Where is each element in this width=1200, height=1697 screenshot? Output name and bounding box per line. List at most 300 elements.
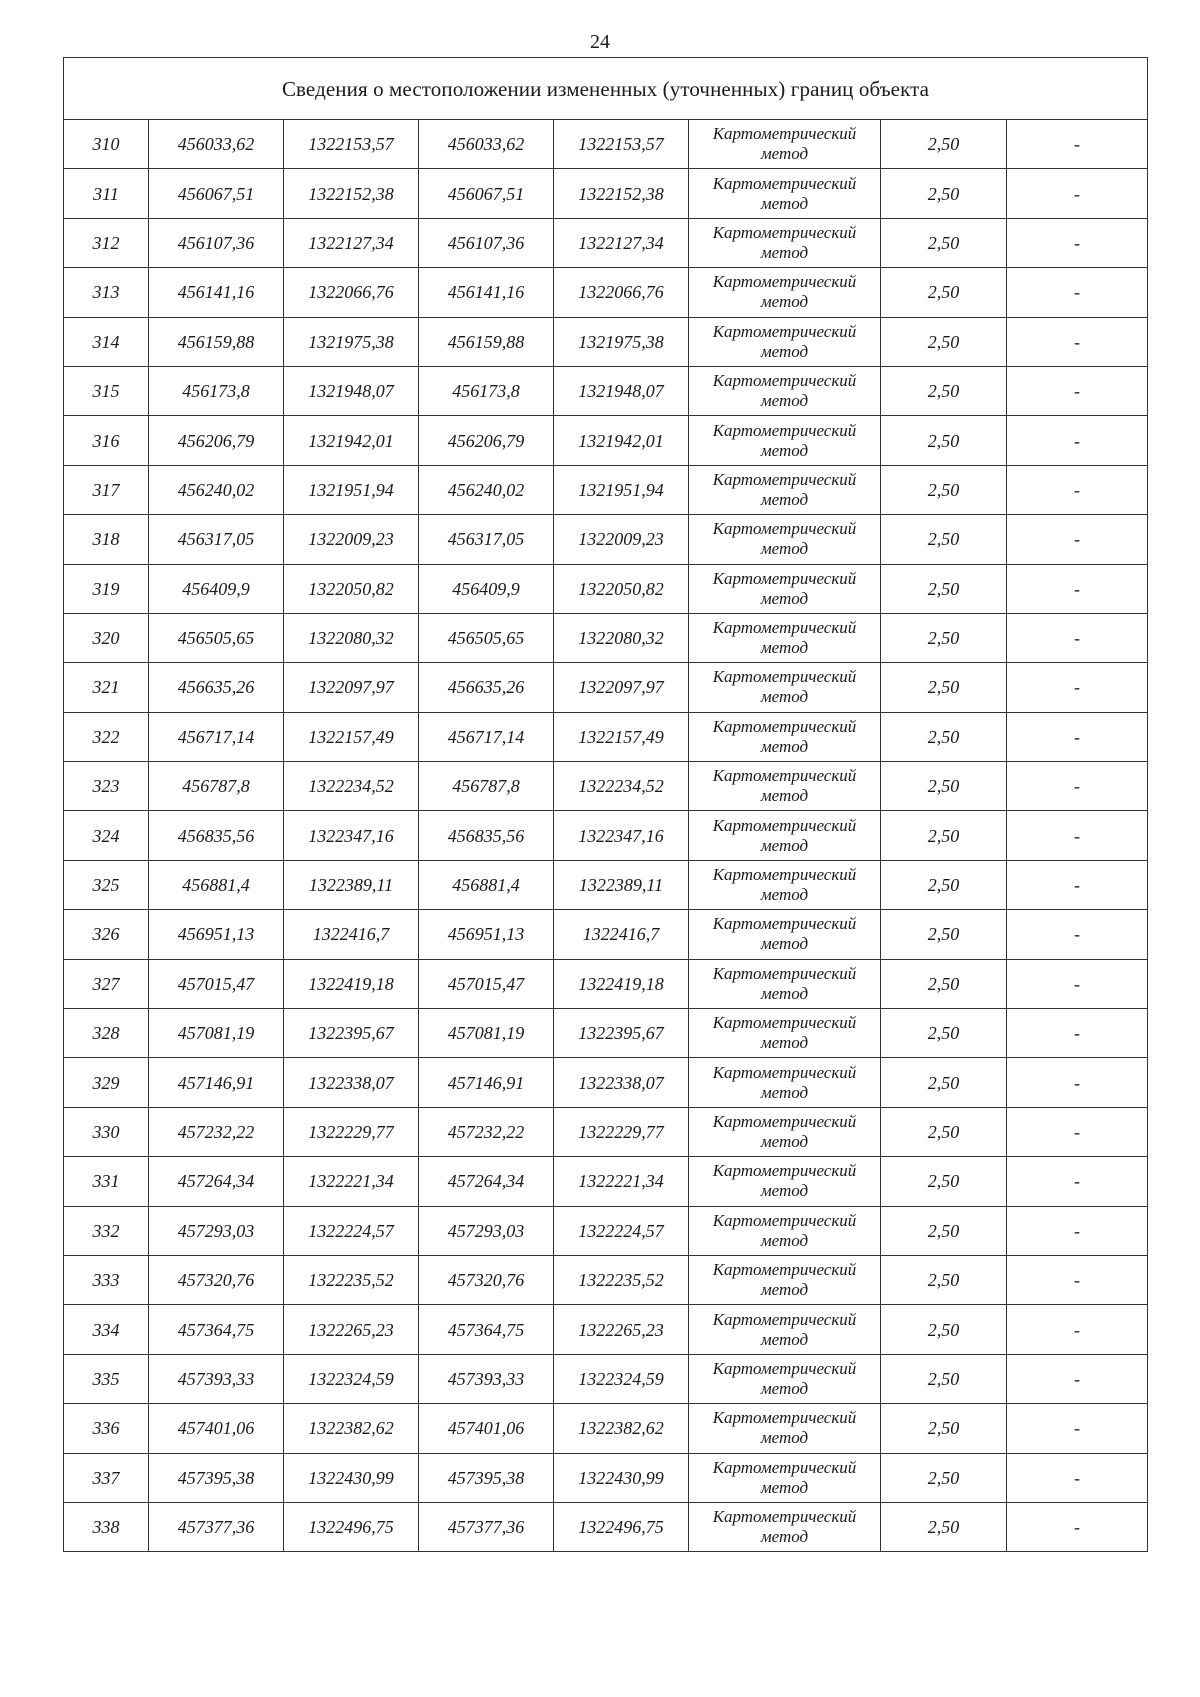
- existing-y-cell: 1322152,38: [284, 169, 419, 218]
- refined-y-cell: 1321948,07: [554, 366, 689, 415]
- method-line-1: Картометрический: [712, 1309, 857, 1329]
- existing-y-cell: 1322224,57: [284, 1206, 419, 1255]
- point-number-cell: 332: [64, 1206, 149, 1255]
- note-cell: -: [1007, 366, 1148, 415]
- method-line-1: Картометрический: [712, 173, 857, 193]
- method-line-2: метод: [760, 1428, 809, 1448]
- point-number-cell: 329: [64, 1058, 149, 1107]
- refined-y-cell: 1322009,23: [554, 515, 689, 564]
- table-row: [64, 712, 1148, 761]
- method-line-2: метод: [760, 1477, 809, 1497]
- refined-y-cell: 1322389,11: [554, 860, 689, 909]
- refined-y-cell: 1321951,94: [554, 465, 689, 514]
- method-cell: [689, 1453, 881, 1502]
- note-cell: -: [1007, 169, 1148, 218]
- refined-x-cell: 457264,34: [419, 1157, 554, 1206]
- method-cell: [689, 317, 881, 366]
- method-cell: [689, 762, 881, 811]
- accuracy-cell: 2,50: [881, 169, 1007, 218]
- accuracy-cell: 2,50: [881, 811, 1007, 860]
- table-title-row: [64, 58, 1148, 120]
- refined-x-cell: 456107,36: [419, 218, 554, 267]
- refined-x-cell: 457395,38: [419, 1453, 554, 1502]
- existing-y-cell: 1321975,38: [284, 317, 419, 366]
- existing-y-cell: 1322097,97: [284, 663, 419, 712]
- accuracy-cell: 2,50: [881, 663, 1007, 712]
- existing-x-cell: 456951,13: [149, 910, 284, 959]
- method-line-1: Картометрический: [712, 568, 857, 588]
- note-cell: -: [1007, 712, 1148, 761]
- method-line-2: метод: [760, 638, 809, 658]
- refined-y-cell: 1322066,76: [554, 268, 689, 317]
- existing-x-cell: 457264,34: [149, 1157, 284, 1206]
- refined-x-cell: 456141,16: [419, 268, 554, 317]
- method-cell: [689, 860, 881, 909]
- method-line-1: Картометрический: [712, 1161, 857, 1181]
- accuracy-cell: 2,50: [881, 317, 1007, 366]
- note-cell: -: [1007, 1058, 1148, 1107]
- refined-x-cell: 457393,33: [419, 1354, 554, 1403]
- method-line-2: метод: [760, 736, 809, 756]
- point-number-cell: 330: [64, 1107, 149, 1156]
- note-cell: -: [1007, 762, 1148, 811]
- method-line-1: Картометрический: [712, 865, 857, 885]
- table-row: [64, 663, 1148, 712]
- refined-x-cell: 457320,76: [419, 1255, 554, 1304]
- note-cell: -: [1007, 268, 1148, 317]
- note-cell: -: [1007, 317, 1148, 366]
- table-row: [64, 1009, 1148, 1058]
- existing-y-cell: 1322066,76: [284, 268, 419, 317]
- table-row: [64, 1354, 1148, 1403]
- point-number-cell: 317: [64, 465, 149, 514]
- accuracy-cell: 2,50: [881, 120, 1007, 169]
- method-line-2: метод: [760, 341, 809, 361]
- method-cell: [689, 218, 881, 267]
- refined-y-cell: 1322430,99: [554, 1453, 689, 1502]
- refined-x-cell: 457015,47: [419, 959, 554, 1008]
- existing-y-cell: 1321951,94: [284, 465, 419, 514]
- table-row: [64, 959, 1148, 1008]
- refined-y-cell: 1322097,97: [554, 663, 689, 712]
- table-row: [64, 811, 1148, 860]
- method-cell: [689, 1354, 881, 1403]
- accuracy-cell: 2,50: [881, 613, 1007, 662]
- method-cell: [689, 1058, 881, 1107]
- note-cell: -: [1007, 1404, 1148, 1453]
- method-line-2: метод: [760, 1378, 809, 1398]
- refined-y-cell: 1322221,34: [554, 1157, 689, 1206]
- refined-x-cell: 456881,4: [419, 860, 554, 909]
- point-number-cell: 318: [64, 515, 149, 564]
- method-line-1: Картометрический: [712, 1408, 857, 1428]
- point-number-cell: 312: [64, 218, 149, 267]
- method-line-1: Картометрический: [712, 716, 857, 736]
- method-cell: [689, 1107, 881, 1156]
- point-number-cell: 311: [64, 169, 149, 218]
- refined-x-cell: 456033,62: [419, 120, 554, 169]
- existing-x-cell: 457146,91: [149, 1058, 284, 1107]
- existing-x-cell: 457015,47: [149, 959, 284, 1008]
- method-cell: [689, 268, 881, 317]
- method-line-1: Картометрический: [712, 222, 857, 242]
- method-cell: [689, 416, 881, 465]
- refined-y-cell: 1322127,34: [554, 218, 689, 267]
- note-cell: -: [1007, 1206, 1148, 1255]
- point-number-cell: 323: [64, 762, 149, 811]
- method-line-2: метод: [760, 885, 809, 905]
- method-cell: [689, 465, 881, 514]
- method-line-1: Картометрический: [712, 1112, 857, 1131]
- method-line-2: метод: [760, 1329, 809, 1349]
- method-line-2: метод: [760, 440, 809, 460]
- method-line-2: метод: [760, 1033, 809, 1053]
- existing-y-cell: 1322221,34: [284, 1157, 419, 1206]
- method-line-1: Картометрический: [712, 766, 857, 786]
- existing-y-cell: 1321948,07: [284, 366, 419, 415]
- method-line-1: Картометрический: [712, 914, 857, 934]
- refined-y-cell: 1322157,49: [554, 712, 689, 761]
- existing-y-cell: 1322416,7: [284, 910, 419, 959]
- accuracy-cell: 2,50: [881, 564, 1007, 613]
- table-row: [64, 465, 1148, 514]
- point-number-cell: 314: [64, 317, 149, 366]
- page-number: 24: [590, 31, 610, 53]
- method-line-2: метод: [760, 1082, 809, 1102]
- point-number-cell: 315: [64, 366, 149, 415]
- note-cell: -: [1007, 1009, 1148, 1058]
- method-line-1: Картометрический: [712, 272, 857, 292]
- method-line-2: метод: [760, 489, 809, 509]
- existing-x-cell: 456635,26: [149, 663, 284, 712]
- existing-y-cell: 1322229,77: [284, 1107, 419, 1156]
- existing-x-cell: 456067,51: [149, 169, 284, 218]
- table-row: [64, 1206, 1148, 1255]
- note-cell: -: [1007, 910, 1148, 959]
- refined-y-cell: 1321975,38: [554, 317, 689, 366]
- point-number-cell: 320: [64, 613, 149, 662]
- refined-x-cell: 456787,8: [419, 762, 554, 811]
- method-line-2: метод: [760, 1280, 809, 1300]
- table-row: [64, 1255, 1148, 1304]
- method-line-1: Картометрический: [712, 469, 857, 489]
- refined-x-cell: 456240,02: [419, 465, 554, 514]
- accuracy-cell: 2,50: [881, 1453, 1007, 1502]
- refined-x-cell: 457146,91: [419, 1058, 554, 1107]
- method-line-1: Картометрический: [712, 1062, 857, 1082]
- table-row: [64, 366, 1148, 415]
- existing-y-cell: 1322127,34: [284, 218, 419, 267]
- refined-x-cell: 456635,26: [419, 663, 554, 712]
- note-cell: -: [1007, 1453, 1148, 1502]
- refined-x-cell: 456159,88: [419, 317, 554, 366]
- note-cell: -: [1007, 1354, 1148, 1403]
- existing-x-cell: 456787,8: [149, 762, 284, 811]
- refined-y-cell: 1322153,57: [554, 120, 689, 169]
- existing-x-cell: 456505,65: [149, 613, 284, 662]
- method-line-1: Картометрический: [712, 519, 857, 539]
- method-cell: [689, 169, 881, 218]
- method-line-1: Картометрический: [712, 618, 857, 638]
- refined-x-cell: 457081,19: [419, 1009, 554, 1058]
- point-number-cell: 338: [64, 1502, 149, 1551]
- existing-x-cell: 456141,16: [149, 268, 284, 317]
- method-line-1: Картометрический: [712, 667, 857, 687]
- table-row: [64, 218, 1148, 267]
- method-line-2: метод: [760, 391, 809, 411]
- existing-x-cell: 457232,22: [149, 1107, 284, 1156]
- method-cell: [689, 613, 881, 662]
- method-line-2: метод: [760, 687, 809, 707]
- existing-x-cell: 457320,76: [149, 1255, 284, 1304]
- method-cell: [689, 1404, 881, 1453]
- existing-x-cell: 456881,4: [149, 860, 284, 909]
- existing-x-cell: 457293,03: [149, 1206, 284, 1255]
- point-number-cell: 333: [64, 1255, 149, 1304]
- refined-x-cell: 457377,36: [419, 1502, 554, 1551]
- method-line-2: метод: [760, 786, 809, 806]
- note-cell: -: [1007, 416, 1148, 465]
- method-cell: [689, 120, 881, 169]
- method-cell: [689, 1305, 881, 1354]
- note-cell: -: [1007, 860, 1148, 909]
- method-line-2: метод: [760, 539, 809, 559]
- method-line-1: Картометрический: [712, 963, 857, 983]
- refined-y-cell: 1322496,75: [554, 1502, 689, 1551]
- method-cell: [689, 1009, 881, 1058]
- accuracy-cell: 2,50: [881, 1058, 1007, 1107]
- existing-y-cell: 1321942,01: [284, 416, 419, 465]
- note-cell: -: [1007, 1157, 1148, 1206]
- accuracy-cell: 2,50: [881, 1502, 1007, 1551]
- method-line-2: метод: [760, 193, 809, 213]
- note-cell: -: [1007, 1305, 1148, 1354]
- method-line-1: Картометрический: [712, 420, 857, 440]
- accuracy-cell: 2,50: [881, 416, 1007, 465]
- boundary-coordinates-table: [63, 57, 1148, 1552]
- note-cell: -: [1007, 218, 1148, 267]
- table-row: [64, 169, 1148, 218]
- refined-x-cell: 456409,9: [419, 564, 554, 613]
- table-row: [64, 1404, 1148, 1453]
- note-cell: -: [1007, 1107, 1148, 1156]
- existing-x-cell: 456717,14: [149, 712, 284, 761]
- refined-y-cell: 1322395,67: [554, 1009, 689, 1058]
- existing-y-cell: 1322157,49: [284, 712, 419, 761]
- method-cell: [689, 515, 881, 564]
- method-cell: [689, 1502, 881, 1551]
- existing-y-cell: 1322234,52: [284, 762, 419, 811]
- method-line-2: метод: [760, 242, 809, 262]
- point-number-cell: 336: [64, 1404, 149, 1453]
- existing-x-cell: 456835,56: [149, 811, 284, 860]
- refined-x-cell: 456067,51: [419, 169, 554, 218]
- method-line-1: Картометрический: [712, 1507, 857, 1527]
- existing-x-cell: 457081,19: [149, 1009, 284, 1058]
- point-number-cell: 326: [64, 910, 149, 959]
- table-row: [64, 1107, 1148, 1156]
- point-number-cell: 310: [64, 120, 149, 169]
- method-cell: [689, 1206, 881, 1255]
- refined-y-cell: 1322050,82: [554, 564, 689, 613]
- method-cell: [689, 1255, 881, 1304]
- existing-x-cell: 457401,06: [149, 1404, 284, 1453]
- existing-x-cell: 456317,05: [149, 515, 284, 564]
- method-line-1: Картометрический: [712, 1457, 857, 1477]
- point-number-cell: 319: [64, 564, 149, 613]
- accuracy-cell: 2,50: [881, 268, 1007, 317]
- existing-x-cell: 456173,8: [149, 366, 284, 415]
- method-cell: [689, 959, 881, 1008]
- refined-x-cell: 456505,65: [419, 613, 554, 662]
- point-number-cell: 322: [64, 712, 149, 761]
- accuracy-cell: 2,50: [881, 860, 1007, 909]
- point-number-cell: 335: [64, 1354, 149, 1403]
- accuracy-cell: 2,50: [881, 515, 1007, 564]
- existing-y-cell: 1322235,52: [284, 1255, 419, 1304]
- method-line-2: метод: [760, 144, 809, 164]
- existing-y-cell: 1322389,11: [284, 860, 419, 909]
- table-row: [64, 910, 1148, 959]
- existing-y-cell: 1322496,75: [284, 1502, 419, 1551]
- accuracy-cell: 2,50: [881, 1206, 1007, 1255]
- refined-y-cell: 1322382,62: [554, 1404, 689, 1453]
- refined-y-cell: 1322338,07: [554, 1058, 689, 1107]
- existing-y-cell: 1322080,32: [284, 613, 419, 662]
- accuracy-cell: 2,50: [881, 1305, 1007, 1354]
- method-line-2: метод: [760, 292, 809, 312]
- point-number-cell: 316: [64, 416, 149, 465]
- existing-x-cell: 456159,88: [149, 317, 284, 366]
- refined-x-cell: 456951,13: [419, 910, 554, 959]
- note-cell: -: [1007, 663, 1148, 712]
- point-number-cell: 328: [64, 1009, 149, 1058]
- refined-y-cell: 1322324,59: [554, 1354, 689, 1403]
- existing-y-cell: 1322324,59: [284, 1354, 419, 1403]
- method-line-2: метод: [760, 1230, 809, 1250]
- method-cell: [689, 564, 881, 613]
- table-row: [64, 1058, 1148, 1107]
- refined-x-cell: 456317,05: [419, 515, 554, 564]
- table-row: [64, 268, 1148, 317]
- accuracy-cell: 2,50: [881, 959, 1007, 1008]
- method-line-2: метод: [760, 588, 809, 608]
- refined-y-cell: 1322347,16: [554, 811, 689, 860]
- existing-x-cell: 457395,38: [149, 1453, 284, 1502]
- existing-y-cell: 1322338,07: [284, 1058, 419, 1107]
- point-number-cell: 313: [64, 268, 149, 317]
- refined-x-cell: 457232,22: [419, 1107, 554, 1156]
- refined-x-cell: 456717,14: [419, 712, 554, 761]
- table-title: Сведения о местоположении измененных (уточненных) границ объекта: [64, 58, 1148, 120]
- existing-x-cell: 457364,75: [149, 1305, 284, 1354]
- accuracy-cell: 2,50: [881, 1354, 1007, 1403]
- note-cell: -: [1007, 959, 1148, 1008]
- note-cell: -: [1007, 465, 1148, 514]
- table-row: [64, 515, 1148, 564]
- note-cell: -: [1007, 1502, 1148, 1551]
- existing-x-cell: 456409,9: [149, 564, 284, 613]
- accuracy-cell: 2,50: [881, 910, 1007, 959]
- existing-x-cell: 457393,33: [149, 1354, 284, 1403]
- refined-x-cell: 456206,79: [419, 416, 554, 465]
- point-number-cell: 324: [64, 811, 149, 860]
- note-cell: -: [1007, 515, 1148, 564]
- point-number-cell: 331: [64, 1157, 149, 1206]
- existing-y-cell: 1322395,67: [284, 1009, 419, 1058]
- point-number-cell: 321: [64, 663, 149, 712]
- refined-x-cell: 457293,03: [419, 1206, 554, 1255]
- accuracy-cell: 2,50: [881, 366, 1007, 415]
- existing-x-cell: 456206,79: [149, 416, 284, 465]
- accuracy-cell: 2,50: [881, 712, 1007, 761]
- accuracy-cell: 2,50: [881, 465, 1007, 514]
- method-cell: [689, 811, 881, 860]
- accuracy-cell: 2,50: [881, 1255, 1007, 1304]
- existing-y-cell: 1322347,16: [284, 811, 419, 860]
- refined-y-cell: 1322224,57: [554, 1206, 689, 1255]
- refined-x-cell: 457364,75: [419, 1305, 554, 1354]
- method-line-2: метод: [760, 1132, 809, 1151]
- method-line-2: метод: [760, 934, 809, 954]
- method-cell: [689, 1157, 881, 1206]
- refined-y-cell: 1322235,52: [554, 1255, 689, 1304]
- note-cell: -: [1007, 120, 1148, 169]
- table-row: [64, 564, 1148, 613]
- table-row: [64, 1305, 1148, 1354]
- method-line-1: Картометрический: [712, 1013, 857, 1033]
- refined-x-cell: 457401,06: [419, 1404, 554, 1453]
- existing-y-cell: 1322265,23: [284, 1305, 419, 1354]
- method-cell: [689, 663, 881, 712]
- point-number-cell: 334: [64, 1305, 149, 1354]
- refined-y-cell: 1322229,77: [554, 1107, 689, 1156]
- method-cell: [689, 910, 881, 959]
- point-number-cell: 327: [64, 959, 149, 1008]
- method-line-1: Картометрический: [712, 1260, 857, 1280]
- existing-y-cell: 1322430,99: [284, 1453, 419, 1502]
- existing-y-cell: 1322009,23: [284, 515, 419, 564]
- existing-x-cell: 456240,02: [149, 465, 284, 514]
- table-row: [64, 1157, 1148, 1206]
- table-row: [64, 762, 1148, 811]
- accuracy-cell: 2,50: [881, 1107, 1007, 1156]
- refined-y-cell: 1322080,32: [554, 613, 689, 662]
- method-line-2: метод: [760, 1181, 809, 1201]
- method-cell: [689, 366, 881, 415]
- note-cell: -: [1007, 564, 1148, 613]
- note-cell: -: [1007, 613, 1148, 662]
- refined-y-cell: 1322419,18: [554, 959, 689, 1008]
- table-row: [64, 1453, 1148, 1502]
- refined-y-cell: 1322265,23: [554, 1305, 689, 1354]
- method-line-1: Картометрический: [712, 371, 857, 391]
- method-line-1: Картометрический: [712, 321, 857, 341]
- existing-x-cell: 456033,62: [149, 120, 284, 169]
- method-line-2: метод: [760, 983, 809, 1003]
- point-number-cell: 325: [64, 860, 149, 909]
- method-line-1: Картометрический: [712, 1210, 857, 1230]
- note-cell: -: [1007, 811, 1148, 860]
- method-line-2: метод: [760, 1527, 809, 1547]
- accuracy-cell: 2,50: [881, 1009, 1007, 1058]
- refined-y-cell: 1322234,52: [554, 762, 689, 811]
- refined-y-cell: 1322416,7: [554, 910, 689, 959]
- refined-x-cell: 456173,8: [419, 366, 554, 415]
- table-row: [64, 317, 1148, 366]
- accuracy-cell: 2,50: [881, 218, 1007, 267]
- existing-y-cell: 1322050,82: [284, 564, 419, 613]
